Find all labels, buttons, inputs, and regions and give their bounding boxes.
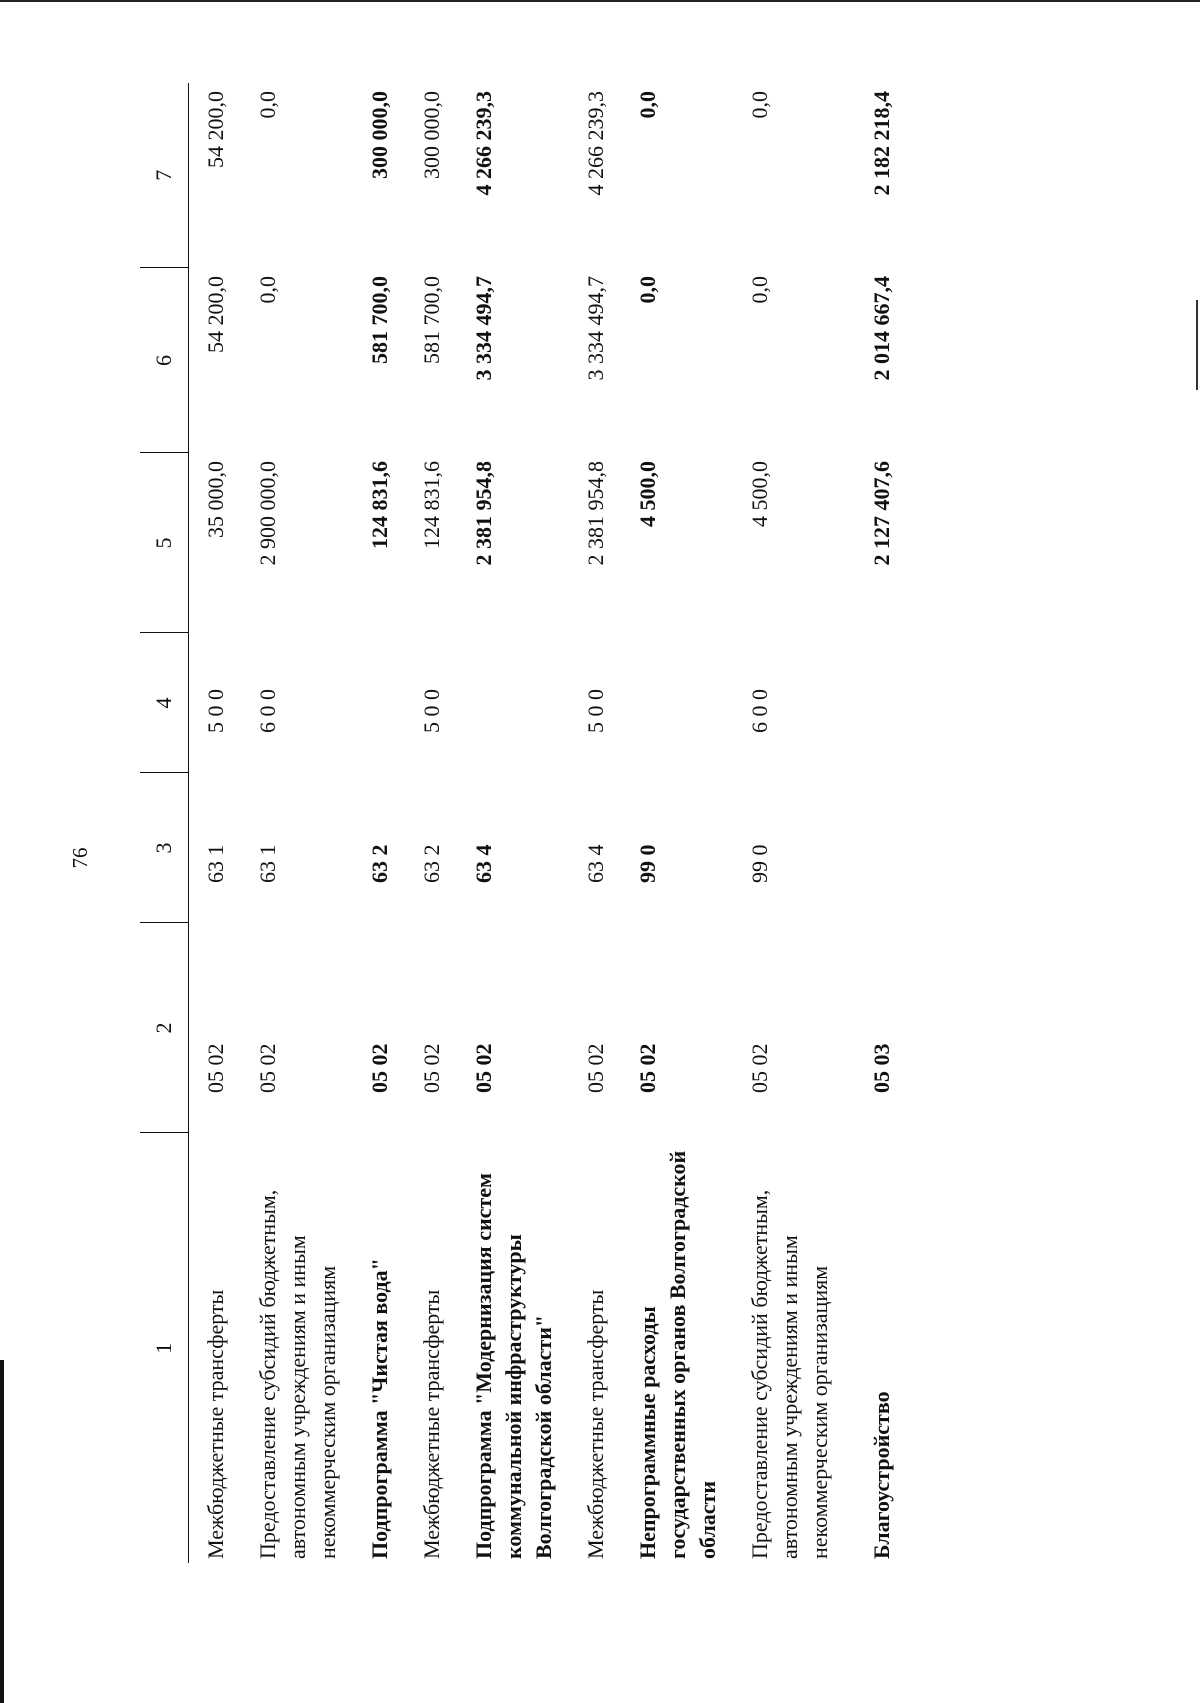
budget-table bbox=[140, 83, 907, 1563]
row-section: 05 02 bbox=[367, 1043, 392, 1093]
table-header-row bbox=[140, 83, 189, 1563]
row-value-7: 4 266 239,3 bbox=[471, 91, 496, 196]
row-value-5: 124 831,6 bbox=[419, 461, 444, 549]
row-section: 05 02 bbox=[471, 1043, 496, 1093]
header-cell-1: 1 bbox=[140, 1133, 189, 1563]
header-cell-7: 7 bbox=[140, 83, 189, 268]
row-value-6: 0,0 bbox=[255, 276, 280, 304]
row-expense-type bbox=[457, 633, 569, 773]
row-name: Непрограммные расходы государственных органов Волгоградской области bbox=[635, 1150, 720, 1559]
row-value-5: 4 500,0 bbox=[747, 461, 772, 527]
row-program: 99 0 bbox=[635, 844, 660, 883]
row-section: 05 03 bbox=[869, 1043, 894, 1093]
table-row bbox=[241, 83, 353, 1563]
table-row bbox=[845, 83, 907, 1563]
row-expense-type: 5 0 0 bbox=[203, 689, 228, 733]
row-value-6: 581 700,0 bbox=[367, 276, 392, 364]
row-name: Подпрограмма "Чистая вода" bbox=[367, 1258, 392, 1559]
row-value-6: 3 334 494,7 bbox=[583, 276, 608, 381]
header-cell-3: 3 bbox=[140, 773, 189, 923]
row-value-7: 4 266 239,3 bbox=[583, 91, 608, 196]
header-cell-6: 6 bbox=[140, 268, 189, 453]
row-value-7: 0,0 bbox=[635, 91, 660, 119]
row-name: Межбюджетные трансферты bbox=[583, 1289, 608, 1559]
row-name: Предоставление субсидий бюджетным, автономным учреждениям и иным некоммерческим организациям bbox=[747, 1189, 832, 1559]
row-section: 05 02 bbox=[583, 1043, 608, 1093]
table-row bbox=[569, 83, 621, 1563]
row-program: 63 4 bbox=[583, 844, 608, 883]
row-value-5: 2 127 407,6 bbox=[869, 461, 894, 566]
row-value-5: 2 900 000,0 bbox=[255, 461, 280, 566]
header-cell-2: 2 bbox=[140, 923, 189, 1133]
row-name: Подпрограмма "Модернизация систем коммунальной инфраструктуры Волгоградской области" bbox=[471, 1173, 556, 1559]
row-section: 05 02 bbox=[635, 1043, 660, 1093]
row-value-7: 300 000,0 bbox=[419, 91, 444, 179]
row-program: 63 1 bbox=[203, 844, 228, 883]
table-row bbox=[457, 83, 569, 1563]
row-value-5: 2 381 954,8 bbox=[471, 461, 496, 566]
row-value-7: 0,0 bbox=[255, 91, 280, 119]
table-row bbox=[189, 83, 242, 1563]
table-row bbox=[405, 83, 457, 1563]
row-expense-type: 6 0 0 bbox=[747, 689, 772, 733]
row-value-7: 54 200,0 bbox=[203, 91, 228, 168]
header-cell-5: 5 bbox=[140, 453, 189, 633]
row-section: 05 02 bbox=[747, 1043, 772, 1093]
row-program bbox=[845, 773, 907, 923]
table-row bbox=[353, 83, 405, 1563]
row-section: 05 02 bbox=[203, 1043, 228, 1093]
row-value-5: 35 000,0 bbox=[203, 461, 228, 538]
row-program: 63 2 bbox=[419, 844, 444, 883]
row-value-6: 54 200,0 bbox=[203, 276, 228, 353]
row-expense-type: 5 0 0 bbox=[419, 689, 444, 733]
table-row bbox=[621, 83, 733, 1563]
row-program: 63 1 bbox=[255, 844, 280, 883]
row-name: Предоставление субсидий бюджетным, автономным учреждениям и иным некоммерческим организациям bbox=[255, 1189, 340, 1559]
row-section: 05 02 bbox=[255, 1043, 280, 1093]
header-cell-4: 4 bbox=[140, 633, 189, 773]
row-program: 63 2 bbox=[367, 844, 392, 883]
row-value-5: 2 381 954,8 bbox=[583, 461, 608, 566]
row-program: 99 0 bbox=[747, 844, 772, 883]
row-expense-type bbox=[845, 633, 907, 773]
row-expense-type: 5 0 0 bbox=[583, 689, 608, 733]
row-value-6: 0,0 bbox=[747, 276, 772, 304]
row-name: Межбюджетные трансферты bbox=[419, 1289, 444, 1559]
row-value-7: 0,0 bbox=[747, 91, 772, 119]
row-program: 63 4 bbox=[471, 844, 496, 883]
row-expense-type bbox=[353, 633, 405, 773]
row-value-6: 3 334 494,7 bbox=[471, 276, 496, 381]
row-value-6: 581 700,0 bbox=[419, 276, 444, 364]
table-row bbox=[733, 83, 845, 1563]
row-section: 05 02 bbox=[419, 1043, 444, 1093]
row-value-6: 2 014 667,4 bbox=[869, 276, 894, 381]
row-expense-type: 6 0 0 bbox=[255, 689, 280, 733]
row-value-7: 300 000,0 bbox=[367, 91, 392, 179]
page-number: 76 bbox=[68, 847, 92, 869]
row-name: Межбюджетные трансферты bbox=[203, 1289, 228, 1559]
row-value-6: 0,0 bbox=[635, 276, 660, 304]
row-value-5: 124 831,6 bbox=[367, 461, 392, 549]
row-value-5: 4 500,0 bbox=[635, 461, 660, 527]
row-expense-type bbox=[621, 633, 733, 773]
row-name: Благоустройство bbox=[869, 1391, 894, 1559]
row-value-7: 2 182 218,4 bbox=[869, 91, 894, 196]
